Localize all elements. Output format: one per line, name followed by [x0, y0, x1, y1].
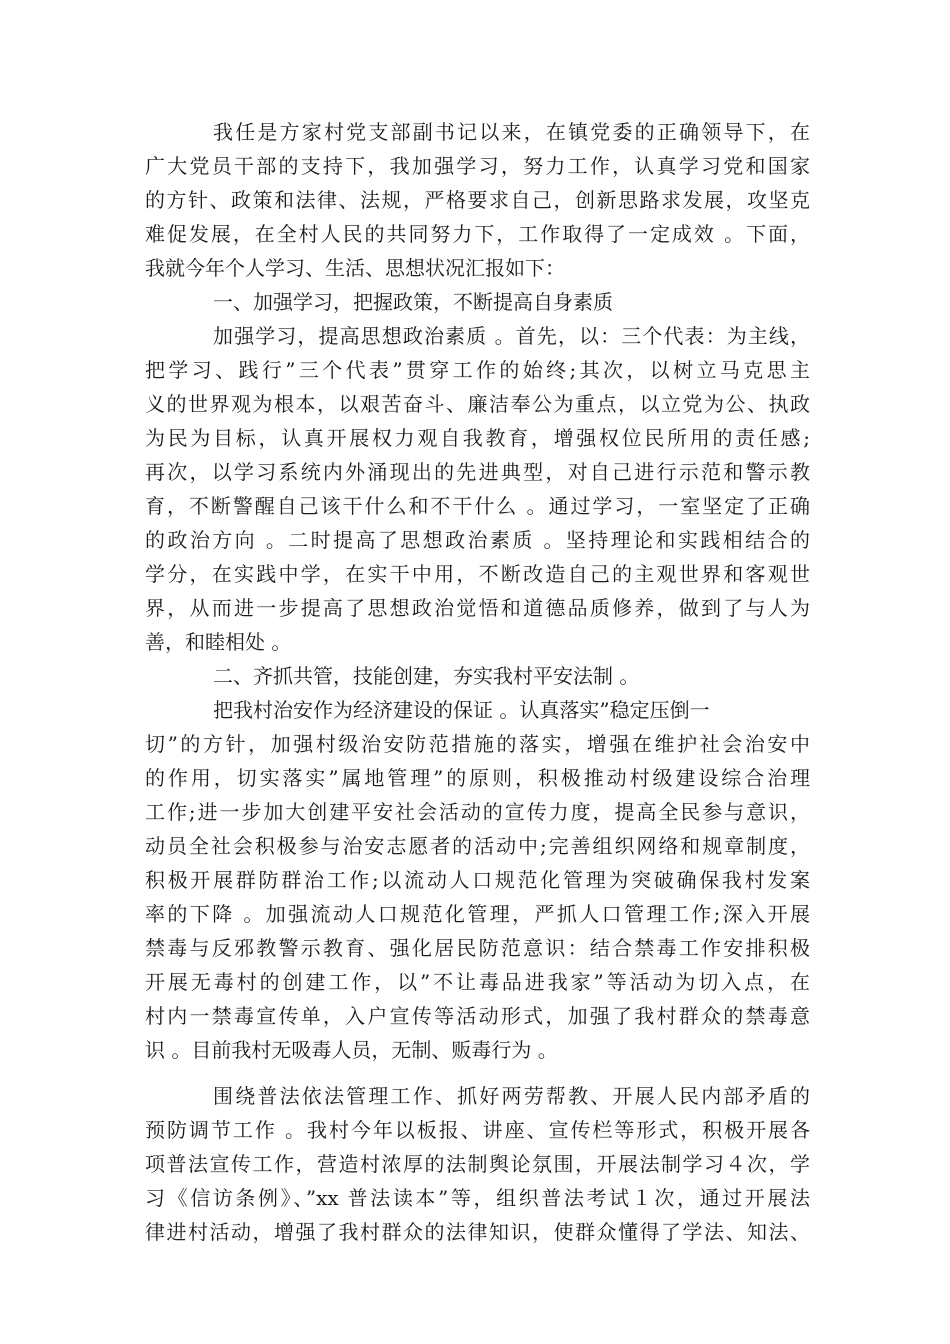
- text-line: 界，从而进一步提高了思想政治觉悟和道德品质修养，做到了与人为: [145, 596, 810, 620]
- paragraph-study: [145, 319, 810, 659]
- text-line: 把我村治安作为经济建设的保证 。认真落实”稳定压倒一: [213, 698, 710, 722]
- text-line: 把学习、践行”三个代表”贯穿工作的始终;其次，以树立马克思主: [145, 358, 810, 382]
- text-line: 善，和睦相处 。: [145, 630, 292, 654]
- text-line: 难促发展，在全村人民的共同努力下，工作取得了一定成效 。下面，: [145, 222, 810, 246]
- text-line: 率的下降 。加强流动人口规范化管理，严抓人口管理工作;深入开展: [145, 902, 810, 926]
- text-line: 围绕普法依法管理工作、抓好两劳帮教、开展人民内部矛盾的: [213, 1084, 810, 1108]
- text-line: 项普法宣传工作，营造村浓厚的法制舆论氛围，开展法制学习４次，学: [145, 1152, 810, 1176]
- text-line: 为民为目标，认真开展权力观自我教育，增强权位民所用的责任感;: [145, 426, 810, 450]
- paragraph-spacer: [145, 1067, 810, 1079]
- text-line: 我任是方家村党支部副书记以来，在镇党委的正确领导下，在: [213, 120, 810, 144]
- section-heading-2: [145, 659, 810, 693]
- text-line: 习《信访条例》、”xx 普法读本”等，组织普法考试１次，通过开展法: [145, 1186, 810, 1210]
- paragraph-intro: [145, 115, 810, 285]
- text-line: 切”的方针，加强村级治安防范措施的落实，增强在维护社会治安中: [145, 732, 810, 756]
- text-line: 禁毒与反邪教警示教育、强化居民防范意识：结合禁毒工作安排积极: [145, 936, 810, 960]
- text-line: 识 。目前我村无吸毒人员，无制、贩毒行为 。: [145, 1038, 558, 1062]
- text-line: 开展无毒村的创建工作，以”不让毒品进我家”等活动为切入点，在: [145, 970, 810, 994]
- section-heading-1: [145, 285, 810, 319]
- text-line: 律进村活动，增强了我村群众的法律知识，使群众懂得了学法、知法、: [145, 1220, 810, 1244]
- text-line: 学分，在实践中学，在实干中用，不断改造自己的主观世界和客观世: [145, 562, 810, 586]
- text-line: 我就今年个人学习、生活、思想状况汇报如下：: [145, 256, 565, 280]
- text-line: 的作用，切实落实”属地管理”的原则，积极推动村级建设综合治理: [145, 766, 810, 790]
- paragraph-legal: [145, 1079, 810, 1249]
- paragraph-security: [145, 693, 810, 1067]
- text-line: 工作;进一步加大创建平安社会活动的宣传力度，提高全民参与意识，: [145, 800, 810, 824]
- text-line: 加强学习，提高思想政治素质 。首先，以：三个代表：为主线，: [213, 324, 810, 348]
- text-line: 的方针、政策和法律、法规，严格要求自己，创新思路求发展，攻坚克: [145, 188, 810, 212]
- document-body: [145, 115, 810, 1249]
- text-line: 再次，以学习系统内外涌现出的先进典型，对自己进行示范和警示教: [145, 460, 810, 484]
- text-line: 广大党员干部的支持下，我加强学习，努力工作，认真学习党和国家: [145, 154, 810, 178]
- heading-line: 二、齐抓共管，技能创建，夯实我村平安法制 。: [213, 664, 640, 688]
- text-line: 义的世界观为根本，以艰苦奋斗、廉洁奉公为重点，以立党为公、执政: [145, 392, 810, 416]
- heading-line: 一、加强学习，把握政策，不断提高自身素质: [213, 290, 613, 314]
- text-line: 育，不断警醒自己该干什么和不干什么 。通过学习，一室坚定了正确: [145, 494, 810, 518]
- text-line: 村内一禁毒宣传单，入户宣传等活动形式，加强了我村群众的禁毒意: [145, 1004, 810, 1028]
- text-line: 动员全社会积极参与治安志愿者的活动中;完善组织网络和规章制度，: [145, 834, 810, 858]
- text-line: 预防调节工作 。我村今年以板报、讲座、宣传栏等形式，积极开展各: [145, 1118, 810, 1142]
- text-line: 的政治方向 。二时提高了思想政治素质 。坚持理论和实践相结合的: [145, 528, 810, 552]
- text-line: 积极开展群防群治工作;以流动人口规范化管理为突破确保我村发案: [145, 868, 810, 892]
